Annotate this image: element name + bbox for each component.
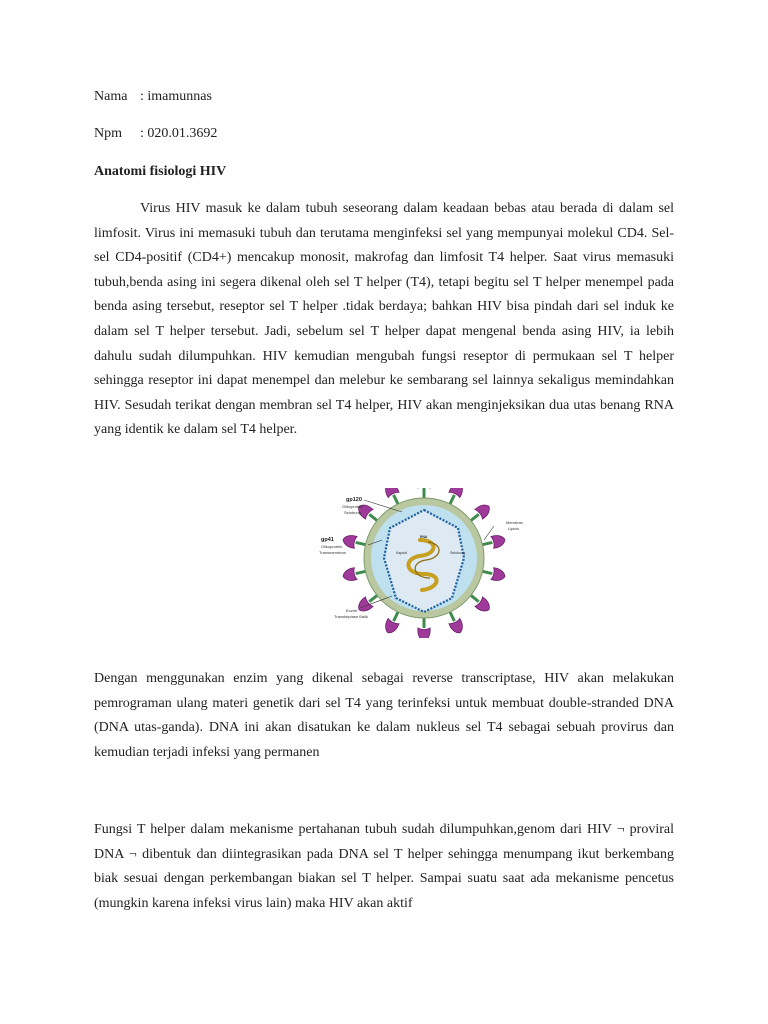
spike-head [418,628,430,638]
kapsid-label: Kapsid [396,551,407,555]
paragraph-2: Dengan menggunakan enzim yang dikenal sebagai reverse transcriptase, HIV akan melakukan pemrograman ulang materi genetik dari sel T4 yang terinfeksi untuk membuat double-stranded DNA (DNA utas-ganda). DNA ini akan disatukan ke dalam nukleus sel T4 sebagai sebuah provirus dan kemudian terjadi infeksi yang permanen [94,671,674,760]
section-heading: Anatomi fisiologi HIV [94,164,227,179]
virus-capsid [384,510,464,612]
spike-head [342,534,357,549]
paragraph-1: Virus HIV masuk ke dalam tubuh seseorang dalam keadaan bebas atau berada di dalam sel limfosit. Virus ini memasuki tubuh dan terutama menginfeksi sel yang mempunyai molekul CD4. Sel-sel CD4-positif (CD4+) mencakup monosit, makrofag dan limfosit T4 helper. Saat virus memasuki tubuh,benda asing ini segera dikenal oleh sel T helper (T4), tetapi begitu sel T helper menempel pada benda asing tersebut, reseptor sel T helper .tidak berdaya; bahkan HIV bisa pindah dari sel induk ke dalam sel T helper tersebut. Jadi, sebelum sel T helper dapat mengenal benda asing HIV, ia lebih dahulu sudah dilumpuhkan. HIV kemudian mengubah fungsi reseptor di permukaan sel T helper sehingga reseptor ini dapat menempel dan melebur ke sembarang sel lainnya sekaligus memindahkan HIV. Sesudah terikat dengan membran sel T4 helper, HIV akan menginjeksikan dua utas benang RNA yang identik ke dalam sel T4 helper. [94,201,674,438]
gp120-label: gp120 [346,497,362,503]
gp41-desc-1: Glikoprotein [321,544,343,549]
gp120-desc-2: Selubung [344,510,361,515]
enzim-label-2: Transkriptase Balik [334,614,368,619]
gp41-label: gp41 [321,537,334,543]
paragraph-3: Fungsi T helper dalam mekanisme pertahanan tubuh sudah dilumpuhkan,genom dari HIV ¬ proviral DNA ¬ dibentuk dan diintegrasikan pada DNA sel T helper sehingga menumpang ikut berkembang biak sesuai dengan perkembangan biakan sel T helper. Sampai suatu saat ada mekanisme pencetus (mungkin karena infeksi virus lain) maka HIV akan aktif [94,822,674,911]
npm-label: Npm [94,126,122,141]
membrane-label-2: Lipida [508,526,519,531]
hiv-virus-diagram [316,488,526,638]
enzim-label-1: Enzim [346,608,358,613]
selubung-label: Selubung [450,551,466,555]
spike-head [491,534,506,549]
rna-label: RNA [420,535,428,539]
name-line [94,87,212,107]
spike-head [449,488,466,498]
gp120-desc-1: Glikoprotein [342,504,364,509]
membrane-label-1: Membran [506,520,523,525]
spike-head [449,618,466,635]
spike-head [382,488,399,498]
spike-head [382,618,399,635]
npm-line [94,124,217,144]
gp41-desc-2: Transmembran [319,550,346,555]
npm-value: : 020.01.3692 [140,126,218,141]
name-value: : imamunnas [140,89,212,104]
spike-head [491,568,506,583]
spike-head [342,568,357,583]
name-label: Nama [94,89,128,104]
